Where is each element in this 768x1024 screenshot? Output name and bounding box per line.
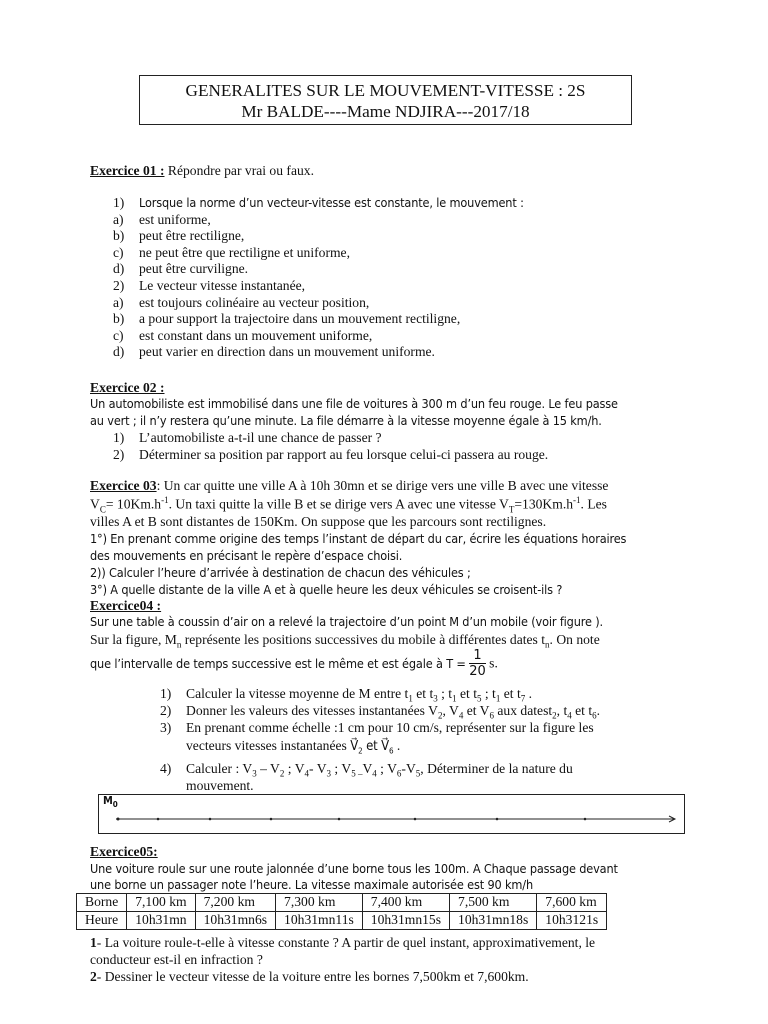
table-cell: 10h31mn18s (450, 912, 537, 930)
ex02-para-2: au vert ; il n’y restera qu’une minute. La file démarre à la vitesse moyenne égale à 15 km/h. (90, 413, 602, 428)
title-line-2: Mr BALDE----Mame NDJIRA---2017/18 (241, 102, 530, 121)
ex01-intro: Répondre par vrai ou faux. (167, 163, 314, 178)
ex03-line-6: 2)) Calculer l’heure d’arrivée à destination de chacun des véhicules ; (90, 565, 471, 580)
ex04-item-3b: vecteurs vitesses instantanées $V⃗_2$ et $V⃗_6$ . (186, 738, 401, 756)
ex01-item: 1) Lorsque la norme d’un vecteur-vitesse est constante, le mouvement : (113, 195, 524, 210)
table-cell: 7,200 km (195, 894, 275, 912)
period-fraction: $\frac{1}{20}$ (469, 648, 486, 679)
ex01-item: d) peut varier en direction dans un mouvement uniforme. (113, 344, 435, 360)
ex01-item: a) est toujours colinéaire au vecteur position, (113, 294, 370, 310)
title-line-1: GENERALITES SUR LE MOUVEMENT-VITESSE : 2S (185, 81, 586, 100)
ex03-line-5: des mouvements en précisant le repère d’espace choisi. (90, 548, 403, 563)
ex01-list (113, 195, 524, 361)
ex01-item: a) est uniforme, (113, 211, 211, 227)
ex02-question-2: 2) Déterminer sa position par rapport au feu lorsque celui-ci passera au rouge. (113, 447, 549, 462)
ex04-line-1: Sur une table à coussin d’air on a relevé la trajectoire d’un point M d’un mobile (voir figure ). (90, 614, 603, 629)
ex03-title: Exercice 03 (90, 478, 157, 493)
title-box (139, 75, 632, 125)
bornes-table (76, 893, 607, 930)
ex04-line-3: que l’intervalle de temps successive est le même et est égale à T = $\frac{1}{20}$ s. (90, 648, 498, 679)
table-cell: 10h31mn11s (276, 912, 363, 930)
ex05-question-1b: conducteur est-il en infraction ? (90, 952, 263, 967)
ex01-item: b) peut être rectiligne, (113, 228, 245, 244)
ex04-item-2: 2) Donner les valeurs des vitesses instantanées $V_2$, $V_4$ et $V_6$ aux datest$_2$, $t_4$ et $t_6$. (160, 703, 601, 721)
ex05-line-1: Une voiture roule sur une route jalonnée d’une borne tous les 100m. A Chaque passage devant (90, 861, 618, 876)
table-cell: 10h3121s (537, 912, 607, 930)
table-cell: 10h31mn (127, 912, 195, 930)
ex03-line-4: 1°) En prenant comme origine des temps l’instant de départ du car, écrire les équations horaires (90, 531, 627, 546)
table-cell: 7,100 km (127, 894, 195, 912)
ex02-question-1: 1) L’automobiliste a-t-il une chance de passer ? (113, 430, 382, 445)
trajectory-line (99, 795, 684, 833)
ex03-line-1: Exercice 03: Un car quitte une ville A à 10h 30mn et se dirige vers une ville B avec une vitesse (90, 478, 609, 493)
table-cell: 10h31mn6s (195, 912, 275, 930)
ex05-title: Exercice05: (90, 844, 158, 859)
ex01-item: c) est constant dans un mouvement uniforme, (113, 327, 373, 343)
ex01-item: b) a pour support la trajectoire dans un mouvement rectiligne, (113, 311, 461, 327)
ex04-item-4: 4) Calculer : $V_3 - V_2$ ; $V_4-$ $V_3$ ; $V_{5 -}V_4$ ; $V_6-V_5$, Déterminer de la nature du (160, 761, 573, 779)
ex01-item: c) ne peut être que rectiligne et uniforme, (113, 244, 350, 260)
trajectory-figure (98, 794, 685, 834)
ex04-title: Exercice04 : (90, 598, 162, 613)
ex05-line-2: une borne un passager note l’heure. La vitesse maximale autorisée est 90 km/h (90, 877, 534, 892)
ex03-line-2: $V_C= 10Km.h^{-1}$. Un taxi quitte la ville B et se dirige vers A avec une vitesse $V_T=130Km.h^{-1}$. Les (90, 495, 607, 515)
ex02-title: Exercice 02 : (90, 380, 165, 395)
ex01-item: d) peut être curviligne. (113, 261, 249, 277)
m0-label: $M_0$ (103, 794, 118, 810)
ex04-line-2: Sur la figure, $M_n$ représente les positions successives du mobile à différentes dates $t_n$. On note (90, 632, 600, 650)
ex02-para-1: Un automobiliste est immobilisé dans une file de voitures à 300 m d’un feu rouge. Le feu passe (90, 396, 618, 411)
table-cell: 7,400 km (362, 894, 449, 912)
table-cell: 7,300 km (276, 894, 363, 912)
table-cell: 7,600 km (537, 894, 607, 912)
ex03-line-3: villes A et B sont distantes de 150Km. On suppose que les parcours sont rectilignes. (90, 514, 547, 529)
table-cell: 10h31mn15s (362, 912, 449, 930)
table-row (77, 912, 607, 930)
ex01-title: Exercice 01 : (90, 163, 165, 178)
ex04-item-4b: mouvement. (186, 778, 254, 793)
ex05-question-1: 1- La voiture roule-t-elle à vitesse constante ? A partir de quel instant, approximativement, le (90, 935, 596, 950)
ex04-item-1: 1) Calculer la vitesse moyenne de M entre $t_1$ et $t_3$ ; $t_1$ et $t_5$ ; $t_1$ et $t_7$ . (160, 686, 533, 704)
ex05-question-2: 2- Dessiner le vecteur vitesse de la voiture entre les bornes 7,500km et 7,600km. (90, 969, 529, 984)
ex03-line-7: 3°) A quelle distante de la ville A et à quelle heure les deux véhicules se croisent-ils ? (90, 582, 563, 597)
ex01-item: 2) Le vecteur vitesse instantanée, (113, 277, 306, 293)
table-cell: 7,500 km (450, 894, 537, 912)
ex01-heading (90, 163, 314, 179)
table-cell: Heure (77, 912, 127, 930)
ex04-item-3: 3) En prenant comme échelle :1 cm pour 10 cm/s, représenter sur la figure les (160, 720, 594, 735)
table-row (77, 894, 607, 912)
table-cell: Borne (77, 894, 127, 912)
